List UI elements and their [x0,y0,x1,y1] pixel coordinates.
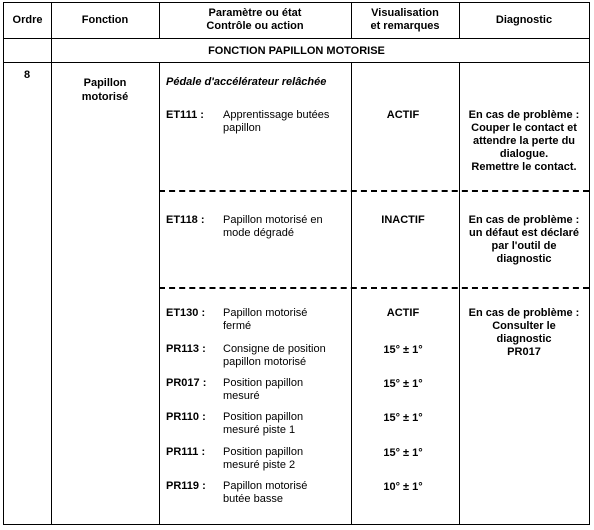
diagnostic-line: attendre la perte du [472,135,576,147]
param-description [223,214,323,240]
diagnostic-table [3,2,590,525]
param-description-line1: Papillon motorisé en [223,214,323,226]
param-description-line2: papillon [223,122,261,134]
header-parametre [159,7,351,33]
section-divider [4,62,589,63]
header-visualisation-line1: Visualisation [371,7,439,19]
diagnostic-text [460,214,588,266]
diagnostic-text [460,307,588,359]
param-description [223,446,303,472]
param-value: 15° ± 1° [383,344,423,356]
header-visualisation [351,7,459,33]
diagnostic-line: Couper le contact et [471,122,577,134]
param-code: ET111 : [166,109,204,121]
diagnostic-line: dialogue. [499,148,549,160]
param-description-line1: Consigne de position [223,343,326,355]
param-description-line1: Papillon motorisé [223,480,308,492]
param-description [223,109,329,135]
param-code: PR119 : [166,480,206,492]
param-description-line1: Position papillon [223,446,304,458]
param-value: ACTIF [386,307,420,319]
row-fonction [51,76,159,104]
param-description [223,343,326,369]
param-description-line2: mesuré piste 2 [223,459,296,471]
condition-label: Pédale d'accélérateur relâchée [166,76,327,88]
group-separator [159,287,589,289]
diagnostic-line: Remettre le contact. [471,161,577,173]
diagnostic-line: En cas de problème : [468,307,580,319]
diagnostic-text [460,109,588,174]
header-fonction: Fonction [81,14,129,26]
header-parametre-line2: Contrôle ou action [206,20,304,32]
section-title: FONCTION PAPILLON MOTORISE [208,45,385,57]
param-value: ACTIF [386,109,420,121]
param-description-line1: Position papillon [223,377,304,389]
diagnostic-line: Consulter le [492,320,556,332]
diagnostic-line: PR017 [507,346,541,358]
diagnostic-line: un défaut est déclaré [468,227,580,239]
diagnostic-line: diagnostic [496,333,552,345]
row-fonction-line1: Papillon [83,77,127,89]
diagnostic-line: En cas de problème : [468,214,580,226]
param-code: PR111 : [166,446,206,458]
header-visualisation-line2: et remarques [370,20,440,32]
header-ordre: Ordre [12,14,43,26]
param-description-line2: butée basse [223,493,283,505]
param-description-line2: fermé [223,320,252,332]
param-description [223,480,307,506]
param-value: 15° ± 1° [383,412,423,424]
param-code: ET118 : [166,214,205,226]
param-description [223,377,303,403]
diagnostic-line: diagnostic [496,253,552,265]
header-diagnostic: Diagnostic [495,14,553,26]
param-description-line2: mesuré piste 1 [223,424,296,436]
param-code: PR110 : [166,411,206,423]
param-description-line1: Apprentissage butées [223,109,330,121]
param-code: PR113 : [166,343,206,355]
param-value: 15° ± 1° [383,447,423,459]
param-value: 15° ± 1° [383,378,423,390]
diagnostic-line: par l'outil de [491,240,557,252]
diagnostic-line: En cas de problème : [468,109,580,121]
param-value: INACTIF [381,214,425,226]
row-ordre: 8 [24,69,31,81]
column-divider [159,62,160,524]
param-code: ET130 : [166,307,206,319]
group-separator [159,190,589,192]
param-description-line1: Papillon motorisé [223,307,308,319]
param-description [223,307,307,333]
param-description-line2: mesuré [223,390,260,402]
param-description-line2: mode dégradé [223,227,294,239]
param-code: PR017 : [166,377,207,389]
param-value: 10° ± 1° [383,481,423,493]
header-parametre-line1: Paramètre ou état [208,7,302,19]
param-description-line1: Position papillon [223,411,304,423]
param-description [223,411,303,437]
header-divider [4,38,589,39]
param-description-line2: papillon motorisé [223,356,307,368]
row-fonction-line2: motorisé [81,91,129,103]
